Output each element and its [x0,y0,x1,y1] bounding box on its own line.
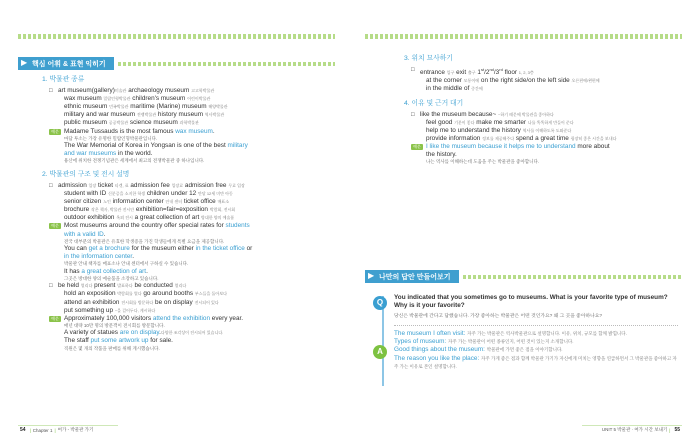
example-sentence [42,329,337,337]
korean-gloss: 모퉁이에 [463,78,480,84]
qa-divider [394,325,678,326]
korean-gloss: 1, 2, 3층 [518,70,534,76]
example-tag: 예문 [49,129,61,135]
ordinal-suffix: rd [499,67,503,73]
korean-gloss: ~을 걸어두다, 게시하다 [114,307,156,313]
right-banner-title: 나만의 답안 만들어보기 [379,273,451,281]
korean-gloss: 티켓, 표 [114,182,129,188]
term-text: /3 [493,69,500,77]
korean-gloss: 나를 똑똑하게 만들어 준다 [527,119,574,125]
korean-gloss: 민족박물관 [109,104,129,110]
footer-separator: | [54,427,56,433]
term-text: You can [64,245,89,253]
example-sentence [404,143,684,151]
korean-gloss: 굉장히 좋은 시간을 보내다 [570,135,617,141]
korean-gloss: 박람회, 전시회 [209,207,236,213]
qa-question-korean: 당신은 박물관에 간다고 답했습니다. 가장 좋아하는 박물관은 어떤 것인가요? 왜 그 곳을 좋아하나요? [394,314,603,319]
highlight-text: students [225,222,250,230]
term-text: The staff [64,337,91,345]
term-text: exit [454,69,468,77]
term-text: be conducted [132,282,175,290]
term-text: put something up [64,306,115,314]
section-title: 4. 이유 및 근거 대기 [404,99,464,107]
highlight-text: attend the exhibition [152,314,211,322]
question-badge: Q [373,296,387,310]
footer-left [18,427,93,433]
korean-gloss: 부스들을 돌아보다 [194,291,227,297]
term-text: . [159,329,161,337]
term-text: . [212,127,215,135]
highlight-text: are on display [119,329,160,337]
term-text: ethnic museum [64,103,110,111]
term-text: at the corner [426,77,464,85]
korean-translation: 직원은 몇 개의 작품을 판매를 위해 게시했습니다. [64,345,160,351]
korean-translation: 매년 대략 10만 명의 방문객이 전시회를 방문합니다. [64,322,165,328]
korean-gloss: 오른편에/왼편에 [571,78,600,84]
term-text: help me to understand the history [426,126,523,134]
term-text: make me smarter [474,118,528,126]
vocab-line [42,111,337,119]
korean-gloss: 박람회를 열다 [117,291,142,297]
term-text: senior citizen [64,198,104,206]
term-text: a great collection of art [132,214,202,222]
vocab-line [42,119,337,127]
term-text: on the right side/on the left side [479,77,572,85]
term-text: information center [110,198,166,206]
vocab-line [42,299,337,307]
term-text: spend a great time [514,134,571,142]
answer-label: The museum I often visit: [394,330,468,337]
term-text: attend an exhibition [64,298,122,306]
term-text: exhibition=fair=exposition [134,206,210,214]
term-text: in the world. [116,150,153,158]
term-text: or [244,245,253,253]
answer-item [394,338,678,346]
left-chapter-desc: 여가 - 박물관 가기 [57,427,94,432]
example-sentence [42,128,337,136]
term-text: brochure [64,206,91,214]
term-text: The War Memorial of Korea in Yongsan is one of the best [64,142,228,150]
example-tag: 예문 [49,316,61,322]
korean-gloss: 출구 [467,70,476,76]
vocab-line [404,85,684,93]
footer-right [602,427,682,433]
example-tag: 예문 [411,144,423,150]
highlight-text: with a valid ID [64,230,104,238]
korean-gloss: 입구 [446,70,455,76]
left-section-banner [18,57,335,70]
footer-separator: | [669,427,671,433]
term-text: entrance [420,69,447,77]
term-text: . [146,267,148,275]
korean-gloss: 입장료 [171,182,184,188]
highlight-text: in the ticket office [195,245,245,253]
chevron-right-icon: ▶ [368,271,375,280]
answer-item [394,355,678,371]
vocab-line [42,87,337,95]
answer-korean: 자주 가게 좋은 점과 함께 박물관 가기가 자신에게 미치는 영향을 연급하면서 그 박물관을 좋아하고 자주 가는 이유로 본인 설명합니다. [394,355,677,369]
term-text: public museum [64,119,109,127]
korean-gloss: 미술관 [114,88,127,94]
korean-translation: 전국 대부분의 박물관은 유효한 학생증을 가진 학생들에게 특별 요금을 제공합니다. [64,238,225,244]
top-decoration-right [365,34,682,39]
korean-gloss: 기분이 좋다 [454,119,475,125]
banner-stripe [463,275,682,279]
section-title: 3. 위치 묘사하기 [404,55,453,62]
vocab-line [42,307,337,315]
korean-gloss: 열리다 [80,283,93,289]
highlight-text: and war museums [64,150,117,158]
korean-gloss: 발표하다 [117,283,133,289]
term-text: the history. [426,151,457,159]
ordinal-suffix: nd [489,67,494,73]
highlight-text: a great collection of art [81,267,147,275]
answer-korean: 자주 가는 박물관은 역사박물관으로 설명합니다. 이유, 위치, 규모를 함께 밝힙니다. [467,331,627,336]
vocab-line [42,282,337,290]
vocab-line [404,119,684,127]
term-text: history museum [156,111,205,119]
right-section-banner [365,270,682,283]
term-text: student with ID [64,190,109,198]
vocab-line [42,95,337,103]
term-text: ticket [96,181,115,189]
korean-gloss: 전시회를 방문하다 [121,299,154,305]
vocab-line [42,290,337,298]
term-text: provide information [426,134,483,142]
vocab-line [42,214,337,222]
term-text: for the museum either [129,245,196,253]
section-title: 1. 박물관 종류 [42,76,85,83]
term-text: children's museum [130,95,188,103]
korean-gloss: 작은 책자, 박물관 전시안 [91,207,135,213]
term-text: go around booths [141,290,195,298]
answer-badge: A [373,345,387,359]
vocab-line [404,66,684,77]
term-text: every year. [210,314,244,322]
footer-rule-right [582,425,682,426]
example-sentence [42,268,337,276]
vocab-line [42,103,337,111]
term-text: wax museum [64,95,104,103]
highlight-text: in the information center [64,253,133,261]
term-text: for sale. [148,337,173,345]
korean-gloss: 어린이박물관 [187,96,211,102]
term-text: present [92,282,118,290]
korean-gloss: 다양한 조각상이 전시되어 있습니다. [160,330,224,336]
korean-gloss: 정보를 제공해주다 [482,135,515,141]
term-text: in the middle of [426,85,472,93]
korean-gloss: 중간에 [471,86,483,92]
vocab-line [404,77,684,85]
term-text: 1 [475,69,481,77]
vocab-line [404,135,684,143]
answer-item [394,330,678,338]
term-text: . [103,230,106,238]
term-text: admission free [183,181,229,189]
footer-rule-left [18,425,118,426]
vocab-line [404,111,684,119]
answer-korean: 자주 가는 박물관이 어떤 종류인지, 어떤 것이 있는지 소개합니다. [448,339,574,345]
term-text: archaeology museum [126,87,192,95]
vocab-line [42,182,337,190]
answer-item [394,346,678,354]
term-text: like the museum because~ [420,110,498,118]
korean-translation: 마담 투소는 가장 유명한 밀랍인형박물관입니다. [64,135,158,141]
qa-question: You indicated that you sometimes go to museums. What is your favorite type of museum? Why is it your favorite? [394,294,668,310]
korean-gloss: 밀랍인형박물관 [103,96,131,102]
korean-translation: 그곳은 방대한 양의 예술품을 소장하고 있습니다. [64,275,159,281]
term-text: /2 [484,69,490,77]
answer-label: Good things about the museum: [394,346,487,354]
qa-box [368,288,682,392]
answer-label: Types of museum: [394,338,448,346]
korean-gloss: 공공박물관 [108,120,129,126]
example-tag: 예문 [49,223,61,229]
term-text: military and war museum [64,111,137,119]
example-sentence [42,222,337,230]
footer-separator: | [29,427,31,433]
term-text: be on display [153,298,195,306]
chevron-right-icon: ▶ [21,58,28,67]
korean-gloss: 방대한 양의 예술품 [201,215,235,221]
korean-gloss: 역사를 이해하도록 도와준다 [522,127,572,133]
highlight-text: I like the museum because it helps me to understand [426,142,576,150]
korean-translation: 나는 역사를 이해하는데 도움을 주는 박물관을 좋아합니다. [426,159,540,165]
korean-gloss: 해양박물관 [208,104,228,110]
right-content-column [404,55,684,166]
term-text: feel good [426,118,455,126]
answer-korean: 박물관에 가면 좋은 점을 이야기합니다. [486,347,563,353]
vocab-line [42,206,337,214]
left-chapter: Chapter 1 [32,427,53,433]
vocab-line [42,198,337,206]
korean-gloss: 매표소 [217,199,230,205]
korean-translation: 용산에 위치한 전쟁기념관은 세계에서 최고의 전쟁박물관 중 하나입니다. [64,158,205,164]
term-text: . [132,253,134,261]
right-page-number: 55 [674,427,680,433]
term-text: It has [64,267,82,275]
highlight-text: wax museum [175,127,213,135]
highlight-text: get a brochure [88,245,130,253]
banner-stripe [118,62,335,66]
term-text: children under 12 [145,190,198,198]
qa-answers [394,330,678,371]
korean-gloss: 역사박물관 [204,112,225,118]
ordinal-suffix: st [480,67,485,73]
left-page-number: 54 [20,427,26,433]
term-text: hold an exposition [64,290,118,298]
korean-gloss: 고고학박물관 [191,88,215,94]
vocab-line [404,127,684,135]
korean-gloss: 전시되어 있다 [194,299,219,305]
term-text: Madame Tussauds is the most famous [64,127,176,135]
term-text: Most museums around the country offer special rates for [64,222,226,230]
korean-gloss: 신분증을 소지한 학생 [108,191,146,197]
term-text: maritime (Marine) museum [128,103,209,111]
term-text: more about [575,142,610,150]
korean-gloss: ~하기 때문에 박물관을 좋아하다 [497,111,554,117]
term-text: floor [502,69,519,77]
term-text: art museum(gallery) [58,87,115,95]
term-text: Approximately 100,000 visitors [64,314,153,322]
example-sentence [42,142,337,150]
term-text: ticket office [182,198,218,206]
korean-translation: 박물관 안내 책자를 매표소나 안내 센터에서 구하실 수 있습니다. [64,261,189,267]
left-content-column [42,76,337,352]
korean-gloss: 입장 [88,182,97,188]
korean-gloss: 만달 12세 미만 아동 [197,191,233,197]
korean-gloss: 전쟁박물관 [136,112,157,118]
example-sentence [42,231,337,239]
korean-gloss: 무료 입장 [228,182,245,188]
term-text: science museum [128,119,180,127]
term-text: be held [58,282,81,290]
section-title: 2. 박물관의 구조 및 전시 설명 [42,170,130,178]
top-decoration-left [18,34,335,39]
right-unit-desc: UNIT 5 박물관 · 여가 시간 보내기 [601,427,668,432]
korean-gloss: 안내 센터 [165,199,183,205]
term-text: outdoor exhibition [64,214,117,222]
example-sentence [404,151,684,159]
answer-label: The reason you like the place: [394,354,482,362]
korean-gloss: 옥외 전시 [116,215,133,221]
example-sentence [42,315,337,323]
example-sentence [42,337,337,345]
highlight-text: military [227,142,248,150]
korean-gloss: 과학박물관 [179,120,199,126]
example-sentence [42,245,337,253]
vocab-line [42,190,337,198]
term-text: admission fee [128,181,172,189]
highlight-text: put some artwork up [90,337,149,345]
left-banner-title: 핵심 어휘 & 표현 익히기 [32,60,106,68]
korean-gloss: 열리다 [174,283,187,289]
term-text: admission [58,181,89,189]
korean-gloss: 노인 [103,199,111,205]
term-text: A variety of statues [64,329,120,337]
